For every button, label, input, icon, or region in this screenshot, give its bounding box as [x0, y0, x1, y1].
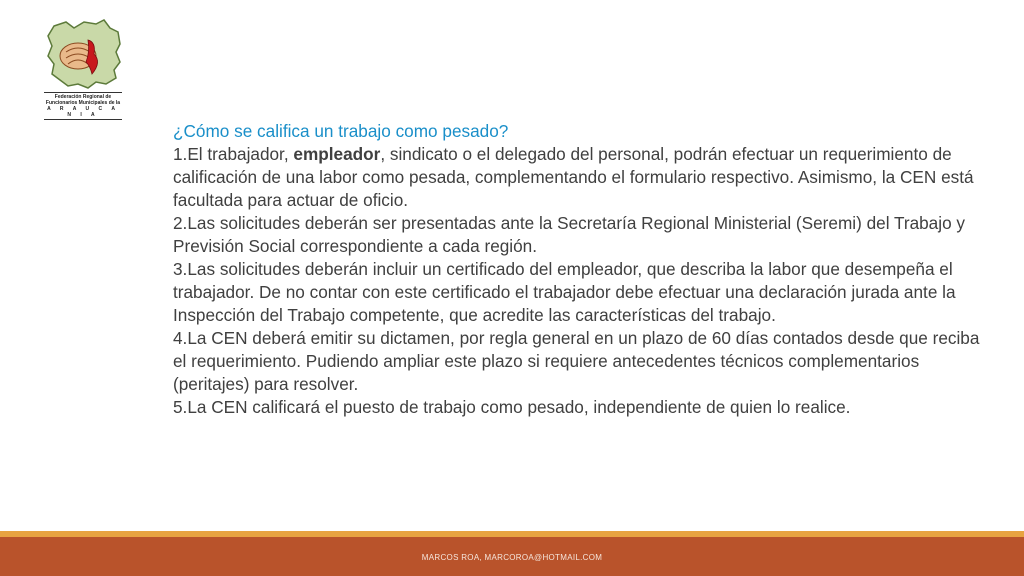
list-item-1: [173, 143, 983, 212]
list-item-1-post: , sindicato o el delegado del personal, podrán efectuar un requerimiento de calificación de una labor como pesada, complementando el formulario respectivo. Asimismo, la CEN está facultada para actuar de oficio.: [173, 144, 974, 210]
list-item-3: 3.Las solicitudes deberán incluir un certificado del empleador, que describa la labor que desempeña el trabajador. De no contar con este certificado el trabajador debe efectuar una declaración jurada ante la Inspección del Trabajo competente, que acredite las características del trabajo.: [173, 259, 956, 325]
list-item-2: 2.Las solicitudes deberán ser presentadas ante la Secretaría Regional Ministerial (Seremi) del Trabajo y Previsión Social correspondiente a cada región.: [173, 213, 965, 256]
list-item-5: 5.La CEN calificará el puesto de trabajo como pesado, independiente de quien lo realice.: [173, 397, 851, 417]
list-item-4: 4.La CEN deberá emitir su dictamen, por regla general en un plazo de 60 días contados desde que reciba el requerimiento. Pudiendo ampliar este plazo si requiere antecedentes técnicos complementarios (peritajes) para resolver.: [173, 328, 980, 394]
list-item-1-pre: 1.El trabajador,: [173, 144, 294, 164]
slide-question: ¿Cómo se califica un trabajo como pesado?: [173, 121, 509, 141]
region-map-icon: [44, 18, 124, 90]
slide-body: [173, 120, 983, 419]
logo-caption: [44, 92, 122, 120]
logo-caption-line1: Federación Regional de: [54, 94, 112, 100]
logo-caption-line2: Funcionarios Municipales de la: [45, 100, 121, 106]
list-item-1-bold: empleador: [293, 144, 381, 164]
footer-text: MARCOS ROA, MARCOROA@HOTMAIL.COM: [421, 553, 603, 562]
logo-caption-line3: A R A U C A N I A: [47, 106, 119, 118]
